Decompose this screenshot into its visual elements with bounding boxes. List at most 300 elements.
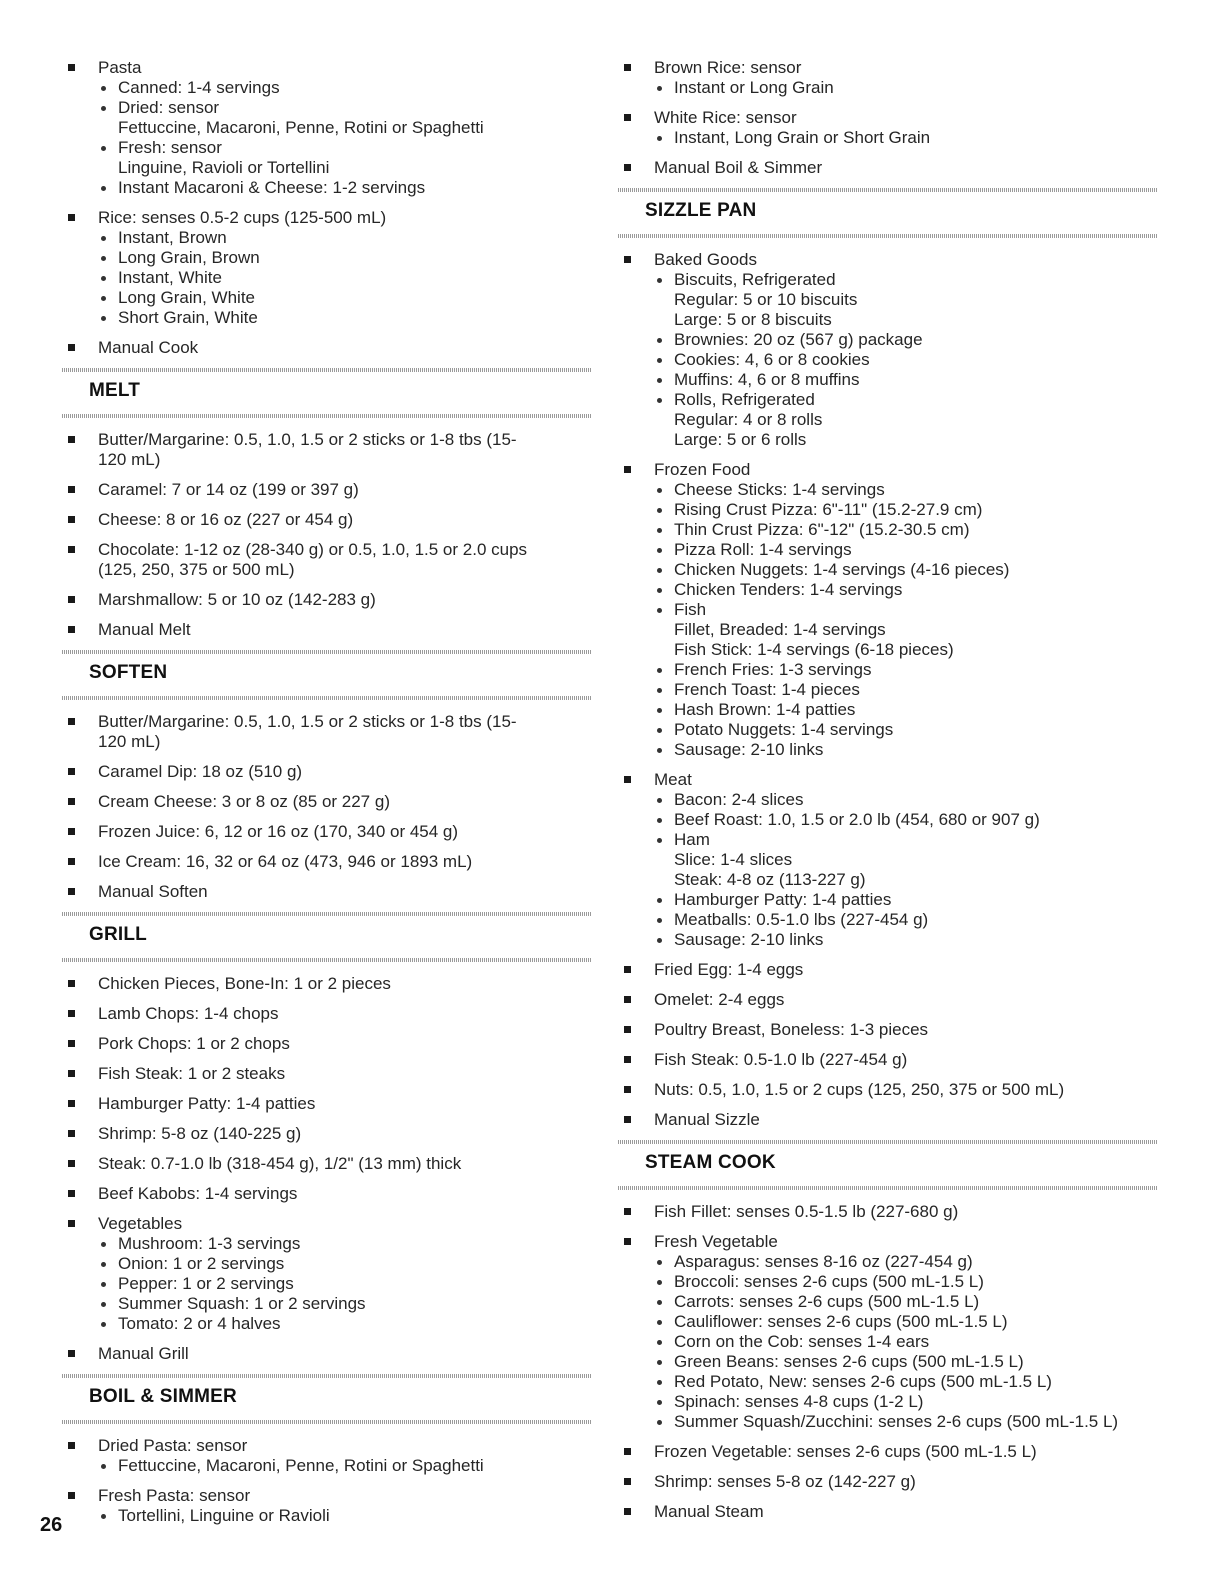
bullet-square-icon — [68, 516, 75, 523]
list-item — [62, 338, 592, 358]
item-text: Shrimp: 5-8 oz (140-225 g) — [98, 1124, 302, 1143]
sub-item-text: French Toast: 1-4 pieces — [674, 680, 860, 699]
sub-item-text: Cookies: 4, 6 or 8 cookies — [674, 350, 870, 369]
item-text: Meat — [654, 770, 692, 789]
item-text: Manual Soften — [98, 882, 208, 901]
item-text: Pasta — [98, 58, 142, 77]
bullet-square-icon — [68, 546, 75, 553]
list-item — [62, 1486, 592, 1526]
list-item — [618, 250, 1158, 450]
list-item — [618, 158, 1158, 178]
bullet-dot-icon — [657, 1260, 662, 1265]
item-text: Steak: 0.7-1.0 lb (318-454 g), 1/2" (13 mm) thick — [98, 1154, 462, 1173]
bullet-square-icon — [68, 1190, 75, 1197]
bullet-square-icon — [624, 1448, 631, 1455]
item-text: Butter/Margarine: 0.5, 1.0, 1.5 or 2 sticks or 1-8 tbs (15- — [98, 430, 517, 449]
sub-item-text: Summer Squash: 1 or 2 servings — [118, 1294, 366, 1313]
item-text: Chicken Pieces, Bone-In: 1 or 2 pieces — [98, 974, 391, 993]
bullet-square-icon — [68, 1442, 75, 1449]
bullet-dot-icon — [657, 1340, 662, 1345]
sub-item — [654, 740, 1158, 760]
sub-item — [654, 330, 1158, 350]
sub-item — [654, 540, 1158, 560]
list-item — [62, 1184, 592, 1204]
item-text: Cream Cheese: 3 or 8 oz (85 or 227 g) — [98, 792, 390, 811]
bullet-dot-icon — [101, 236, 106, 241]
item-text: Frozen Vegetable: senses 2-6 cups (500 mL-1.5 L) — [654, 1442, 1037, 1461]
item-text: Marshmallow: 5 or 10 oz (142-283 g) — [98, 590, 376, 609]
list-item — [618, 1050, 1158, 1070]
boil-simmer-list — [62, 1436, 592, 1526]
section-title: GRILL — [89, 924, 147, 945]
sub-item — [654, 790, 1158, 810]
bullet-square-icon — [68, 1010, 75, 1017]
page-number: 26 — [40, 1514, 63, 1536]
item-text: Hamburger Patty: 1-4 patties — [98, 1094, 316, 1113]
list-item — [62, 712, 592, 752]
bullet-square-icon — [68, 798, 75, 805]
sub-list — [654, 78, 1158, 98]
sub-list — [98, 1456, 592, 1476]
sub-item — [654, 1252, 1158, 1272]
list-item — [618, 1202, 1158, 1222]
sub-item-text: Fish — [674, 600, 707, 619]
sub-item — [98, 228, 592, 248]
sub-list — [654, 270, 1158, 450]
sub-item — [654, 580, 1158, 600]
sub-item — [98, 178, 592, 198]
sub-item-text: Pepper: 1 or 2 servings — [118, 1274, 294, 1293]
sub-item — [654, 370, 1158, 390]
bullet-dot-icon — [101, 1282, 106, 1287]
sub-item-text: Carrots: senses 2-6 cups (500 mL-1.5 L) — [674, 1292, 980, 1311]
bullet-dot-icon — [101, 1242, 106, 1247]
section-heading-grill — [62, 912, 592, 962]
sub-item-detail: Large: 5 or 8 biscuits — [674, 310, 832, 329]
bullet-dot-icon — [101, 86, 106, 91]
top-list — [618, 58, 1158, 178]
section-title: MELT — [89, 380, 141, 401]
sub-item-detail: Linguine, Ravioli or Tortellini — [118, 158, 330, 177]
sub-item-detail: Regular: 5 or 10 biscuits — [674, 290, 858, 309]
sub-item — [98, 288, 592, 308]
section-title: SOFTEN — [89, 662, 168, 683]
item-text: Chocolate: 1-12 oz (28-340 g) or 0.5, 1.0, 1.5 or 2.0 cups — [98, 540, 528, 559]
list-item — [62, 882, 592, 902]
bullet-dot-icon — [101, 1514, 106, 1519]
soften-list — [62, 712, 592, 902]
sub-list — [654, 480, 1158, 760]
bullet-square-icon — [624, 1116, 631, 1123]
bullet-dot-icon — [657, 488, 662, 493]
bullet-square-icon — [68, 768, 75, 775]
sub-item — [654, 1352, 1158, 1372]
divider — [62, 958, 592, 962]
melt-list — [62, 430, 592, 640]
bullet-square-icon — [68, 1492, 75, 1499]
bullet-square-icon — [624, 1086, 631, 1093]
bullet-square-icon — [68, 1040, 75, 1047]
sub-item-detail: Steak: 4-8 oz (113-227 g) — [674, 870, 866, 889]
list-item — [62, 822, 592, 842]
bullet-dot-icon — [657, 338, 662, 343]
item-text: Vegetables — [98, 1214, 183, 1233]
bullet-square-icon — [624, 1026, 631, 1033]
bullet-dot-icon — [657, 1420, 662, 1425]
bullet-dot-icon — [657, 918, 662, 923]
sub-item — [654, 720, 1158, 740]
bullet-square-icon — [68, 596, 75, 603]
sub-item-text: Instant or Long Grain — [674, 78, 834, 97]
sub-item-text: Green Beans: senses 2-6 cups (500 mL-1.5 L) — [674, 1352, 1024, 1371]
sub-item-text: Tomato: 2 or 4 halves — [118, 1314, 281, 1333]
item-text: Brown Rice: sensor — [654, 58, 802, 77]
section-heading-soften — [62, 650, 592, 700]
item-text: Shrimp: senses 5-8 oz (142-227 g) — [654, 1472, 916, 1491]
item-text: Cheese: 8 or 16 oz (227 or 454 g) — [98, 510, 354, 529]
sub-item-text: Thin Crust Pizza: 6"-12" (15.2-30.5 cm) — [674, 520, 970, 539]
divider — [618, 234, 1158, 238]
list-item — [62, 1344, 592, 1364]
divider — [62, 368, 592, 372]
item-text: Manual Steam — [654, 1502, 764, 1521]
bullet-dot-icon — [657, 86, 662, 91]
bullet-dot-icon — [657, 608, 662, 613]
list-item — [62, 1436, 592, 1476]
list-item — [62, 1004, 592, 1024]
bullet-square-icon — [624, 466, 631, 473]
sub-item — [654, 1332, 1158, 1352]
list-item — [618, 1232, 1158, 1432]
sub-item — [98, 1506, 592, 1526]
bullet-dot-icon — [657, 278, 662, 283]
sub-item — [654, 1392, 1158, 1412]
bullet-dot-icon — [657, 1380, 662, 1385]
sub-list — [654, 128, 1158, 148]
sub-item-detail: Fillet, Breaded: 1-4 servings — [674, 620, 886, 639]
sub-item-detail: Fish Stick: 1-4 servings (6-18 pieces) — [674, 640, 954, 659]
bullet-square-icon — [68, 828, 75, 835]
sub-item-detail: Fettuccine, Macaroni, Penne, Rotini or Spaghetti — [118, 118, 484, 137]
bullet-dot-icon — [657, 938, 662, 943]
bullet-dot-icon — [657, 378, 662, 383]
bullet-square-icon — [68, 980, 75, 987]
list-item — [62, 510, 592, 530]
list-item — [62, 852, 592, 872]
sub-item — [654, 78, 1158, 98]
sub-item-text: Asparagus: senses 8-16 oz (227-454 g) — [674, 1252, 973, 1271]
item-text: Fried Egg: 1-4 eggs — [654, 960, 804, 979]
bullet-dot-icon — [101, 1262, 106, 1267]
bullet-dot-icon — [657, 798, 662, 803]
item-text: Manual Cook — [98, 338, 199, 357]
sub-item-text: Rising Crust Pizza: 6"-11" (15.2-27.9 cm) — [674, 500, 983, 519]
list-item — [618, 1442, 1158, 1462]
sub-item — [98, 248, 592, 268]
bullet-square-icon — [68, 1070, 75, 1077]
bullet-square-icon — [68, 344, 75, 351]
sub-item-text: Potato Nuggets: 1-4 servings — [674, 720, 894, 739]
list-item — [62, 1154, 592, 1174]
item-text-continued: 120 mL) — [98, 732, 161, 751]
bullet-dot-icon — [657, 528, 662, 533]
section-title: BOIL & SIMMER — [89, 1386, 237, 1407]
sub-item-text: Instant Macaroni & Cheese: 1-2 servings — [118, 178, 426, 197]
sub-item — [98, 78, 592, 98]
divider — [62, 1374, 592, 1378]
bullet-dot-icon — [657, 358, 662, 363]
item-text: Nuts: 0.5, 1.0, 1.5 or 2 cups (125, 250, 375 or 500 mL) — [654, 1080, 1065, 1099]
list-item — [618, 1502, 1158, 1522]
list-item — [618, 770, 1158, 950]
bullet-dot-icon — [101, 276, 106, 281]
item-text-continued: (125, 250, 375 or 500 mL) — [98, 560, 295, 579]
sub-item — [654, 680, 1158, 700]
sub-item — [98, 268, 592, 288]
item-text: Fish Steak: 0.5-1.0 lb (227-454 g) — [654, 1050, 908, 1069]
item-text: Frozen Food — [654, 460, 751, 479]
item-text: Butter/Margarine: 0.5, 1.0, 1.5 or 2 sticks or 1-8 tbs (15- — [98, 712, 517, 731]
sub-item-text: Dried: sensor — [118, 98, 220, 117]
sub-item — [654, 350, 1158, 370]
list-item — [618, 58, 1158, 98]
sub-item — [654, 560, 1158, 580]
item-text: Manual Melt — [98, 620, 191, 639]
sub-item-text: Spinach: senses 4-8 cups (1-2 L) — [674, 1392, 924, 1411]
list-item — [62, 792, 592, 812]
bullet-dot-icon — [101, 1464, 106, 1469]
sub-item-text: Rolls, Refrigerated — [674, 390, 815, 409]
bullet-dot-icon — [101, 256, 106, 261]
bullet-dot-icon — [657, 708, 662, 713]
bullet-square-icon — [68, 64, 75, 71]
sub-item-text: Fresh: sensor — [118, 138, 222, 157]
bullet-dot-icon — [101, 106, 106, 111]
sub-item — [654, 700, 1158, 720]
sub-item-text: Cheese Sticks: 1-4 servings — [674, 480, 885, 499]
sub-list — [98, 1234, 592, 1334]
list-item — [62, 1034, 592, 1054]
bullet-square-icon — [68, 214, 75, 221]
sub-item — [654, 270, 1158, 330]
list-item — [62, 58, 592, 198]
sub-item — [654, 480, 1158, 500]
bullet-dot-icon — [657, 548, 662, 553]
item-text-continued: 120 mL) — [98, 450, 161, 469]
bullet-dot-icon — [657, 748, 662, 753]
item-text: Omelet: 2-4 eggs — [654, 990, 785, 1009]
item-text: Fresh Pasta: sensor — [98, 1486, 251, 1505]
divider — [618, 188, 1158, 192]
list-item — [62, 480, 592, 500]
sub-list — [98, 228, 592, 328]
bullet-dot-icon — [101, 316, 106, 321]
bullet-square-icon — [68, 718, 75, 725]
sub-item — [654, 128, 1158, 148]
list-item — [62, 1214, 592, 1334]
section-heading-boil-simmer — [62, 1374, 592, 1424]
list-item — [618, 960, 1158, 980]
bullet-square-icon — [624, 996, 631, 1003]
item-text: Lamb Chops: 1-4 chops — [98, 1004, 279, 1023]
bullet-square-icon — [624, 966, 631, 973]
right-column — [618, 58, 1158, 1532]
sub-list — [654, 1252, 1158, 1432]
sub-item-text: Meatballs: 0.5-1.0 lbs (227-454 g) — [674, 910, 929, 929]
sub-item — [98, 98, 592, 138]
sub-item-text: Instant, Brown — [118, 228, 227, 247]
list-item — [618, 1472, 1158, 1492]
steam-cook-list — [618, 1202, 1158, 1522]
sub-item — [98, 1254, 592, 1274]
sub-list — [654, 790, 1158, 950]
sub-item-text: Corn on the Cob: senses 1-4 ears — [674, 1332, 930, 1351]
bullet-square-icon — [624, 164, 631, 171]
sub-item — [654, 660, 1158, 680]
sub-item-text: Ham — [674, 830, 710, 849]
sub-item-text: Pizza Roll: 1-4 servings — [674, 540, 852, 559]
sub-item-text: Onion: 1 or 2 servings — [118, 1254, 285, 1273]
sub-item-text: Brownies: 20 oz (567 g) package — [674, 330, 923, 349]
bullet-dot-icon — [657, 1300, 662, 1305]
sub-item-text: Summer Squash/Zucchini: senses 2-6 cups (500 mL-1.5 L) — [674, 1412, 1119, 1431]
divider — [618, 1186, 1158, 1190]
item-text: Caramel Dip: 18 oz (510 g) — [98, 762, 303, 781]
bullet-dot-icon — [657, 1360, 662, 1365]
bullet-square-icon — [68, 1350, 75, 1357]
sub-item — [98, 1456, 592, 1476]
divider — [62, 414, 592, 418]
bullet-dot-icon — [657, 898, 662, 903]
bullet-square-icon — [68, 436, 75, 443]
sub-item-text: Broccoli: senses 2-6 cups (500 mL-1.5 L) — [674, 1272, 984, 1291]
item-text: Frozen Juice: 6, 12 or 16 oz (170, 340 or 454 g) — [98, 822, 459, 841]
item-text: Manual Sizzle — [654, 1110, 760, 1129]
list-item — [62, 540, 592, 580]
bullet-dot-icon — [657, 1280, 662, 1285]
sub-item — [98, 1274, 592, 1294]
sub-item — [654, 890, 1158, 910]
bullet-square-icon — [68, 626, 75, 633]
item-text: White Rice: sensor — [654, 108, 797, 127]
bullet-dot-icon — [101, 1302, 106, 1307]
divider — [62, 696, 592, 700]
bullet-dot-icon — [101, 146, 106, 151]
bullet-square-icon — [68, 1220, 75, 1227]
bullet-square-icon — [624, 776, 631, 783]
bullet-square-icon — [68, 1100, 75, 1107]
grill-list — [62, 974, 592, 1364]
sub-item-text: Cauliflower: senses 2-6 cups (500 mL-1.5 L) — [674, 1312, 1008, 1331]
sub-item-text: Canned: 1-4 servings — [118, 78, 280, 97]
sub-item — [654, 390, 1158, 450]
sub-item-text: Fettuccine, Macaroni, Penne, Rotini or Spaghetti — [118, 1456, 484, 1475]
sub-item — [654, 810, 1158, 830]
item-text: Fish Steak: 1 or 2 steaks — [98, 1064, 286, 1083]
item-text: Manual Grill — [98, 1344, 189, 1363]
divider — [62, 650, 592, 654]
bullet-dot-icon — [657, 838, 662, 843]
sub-item-text: Hash Brown: 1-4 patties — [674, 700, 856, 719]
item-text: Poultry Breast, Boneless: 1-3 pieces — [654, 1020, 929, 1039]
list-item — [62, 1064, 592, 1084]
sub-item-text: Short Grain, White — [118, 308, 258, 327]
bullet-dot-icon — [657, 568, 662, 573]
item-text: Rice: senses 0.5-2 cups (125-500 mL) — [98, 208, 387, 227]
bullet-dot-icon — [657, 588, 662, 593]
top-list — [62, 58, 592, 358]
list-item — [618, 460, 1158, 760]
sub-item — [654, 830, 1158, 890]
sub-item-detail: Regular: 4 or 8 rolls — [674, 410, 823, 429]
sub-item-text: Chicken Tenders: 1-4 servings — [674, 580, 903, 599]
item-text: Ice Cream: 16, 32 or 64 oz (473, 946 or 1893 mL) — [98, 852, 473, 871]
sub-item — [654, 1292, 1158, 1312]
sub-item — [98, 1234, 592, 1254]
bullet-square-icon — [624, 64, 631, 71]
sub-item — [654, 520, 1158, 540]
item-text: Pork Chops: 1 or 2 chops — [98, 1034, 290, 1053]
item-text: Fish Fillet: senses 0.5-1.5 lb (227-680 g) — [654, 1202, 959, 1221]
bullet-square-icon — [624, 1508, 631, 1515]
sub-item-text: Muffins: 4, 6 or 8 muffins — [674, 370, 860, 389]
bullet-square-icon — [624, 1056, 631, 1063]
sub-item-text: Biscuits, Refrigerated — [674, 270, 836, 289]
list-item — [62, 974, 592, 994]
item-text: Baked Goods — [654, 250, 758, 269]
list-item — [618, 108, 1158, 148]
divider — [62, 912, 592, 916]
sub-item — [98, 308, 592, 328]
bullet-square-icon — [68, 858, 75, 865]
bullet-square-icon — [624, 1208, 631, 1215]
item-text: Fresh Vegetable — [654, 1232, 778, 1251]
sub-item — [98, 138, 592, 178]
list-item — [62, 430, 592, 470]
sub-item — [654, 1312, 1158, 1332]
sub-item — [98, 1294, 592, 1314]
list-item — [62, 620, 592, 640]
sub-item-text: Red Potato, New: senses 2-6 cups (500 mL-1.5 L) — [674, 1372, 1052, 1391]
sub-item-text: French Fries: 1-3 servings — [674, 660, 872, 679]
bullet-dot-icon — [657, 508, 662, 513]
divider — [62, 1420, 592, 1424]
bullet-square-icon — [624, 256, 631, 263]
bullet-square-icon — [68, 1160, 75, 1167]
sub-item-text: Hamburger Patty: 1-4 patties — [674, 890, 892, 909]
bullet-square-icon — [68, 486, 75, 493]
sizzle-pan-list — [618, 250, 1158, 1130]
list-item — [618, 1080, 1158, 1100]
sub-item-text: Sausage: 2-10 links — [674, 930, 824, 949]
item-text: Dried Pasta: sensor — [98, 1436, 248, 1455]
bullet-dot-icon — [657, 818, 662, 823]
sub-list — [98, 1506, 592, 1526]
section-heading-sizzle-pan — [618, 188, 1158, 238]
bullet-dot-icon — [657, 1320, 662, 1325]
bullet-dot-icon — [101, 186, 106, 191]
sub-item-detail: Slice: 1-4 slices — [674, 850, 793, 869]
list-item — [62, 1124, 592, 1144]
list-item — [618, 990, 1158, 1010]
sub-item-text: Sausage: 2-10 links — [674, 740, 824, 759]
sub-item — [654, 930, 1158, 950]
bullet-dot-icon — [657, 1400, 662, 1405]
bullet-dot-icon — [101, 296, 106, 301]
sub-item — [654, 500, 1158, 520]
sub-item — [654, 910, 1158, 930]
bullet-dot-icon — [657, 136, 662, 141]
